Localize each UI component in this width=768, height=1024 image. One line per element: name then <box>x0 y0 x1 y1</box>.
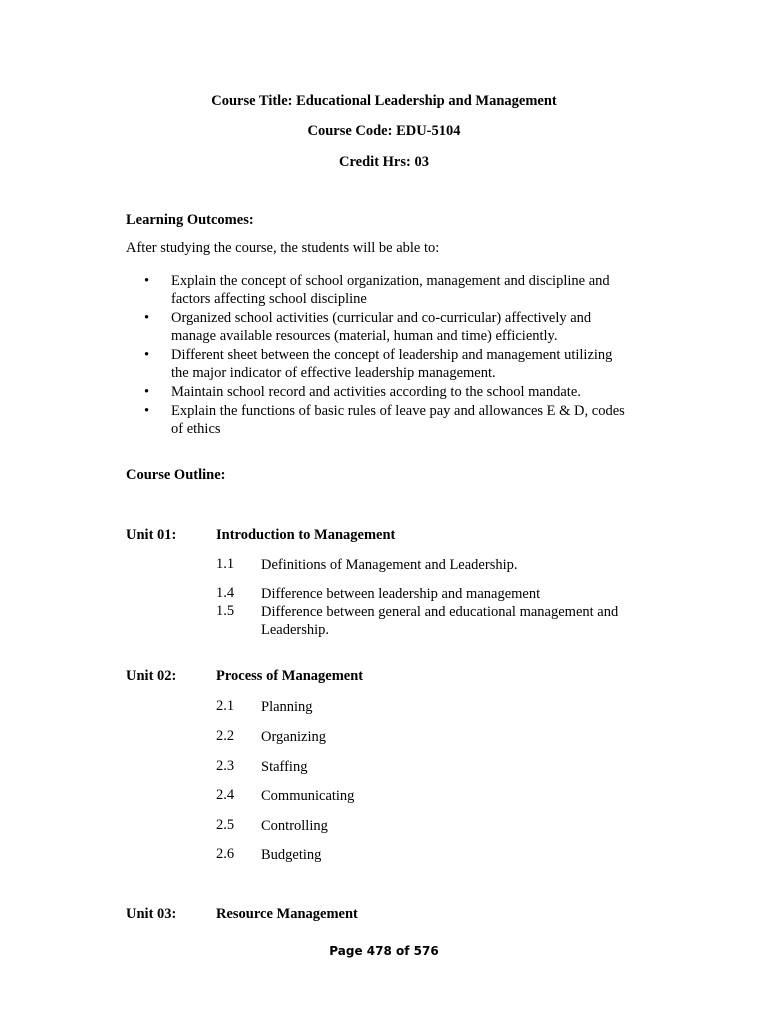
unit-title: Introduction to Management <box>216 527 396 543</box>
topic-number: 2.4 <box>216 787 235 803</box>
bullet-icon: • <box>144 403 150 419</box>
unit-label: Unit 03: <box>126 906 177 922</box>
topic-number: 2.2 <box>216 728 235 744</box>
topic-number: 1.1 <box>216 556 235 572</box>
topic-number: 2.1 <box>216 698 235 714</box>
list-item-text: Different sheet between the concept of leadership and management utilizing the major indicator of effective leadership management. <box>171 347 613 381</box>
topic-number: 1.4 <box>216 585 235 601</box>
bullet-icon: • <box>144 273 150 289</box>
course-code: Course Code: EDU-5104 <box>307 123 461 139</box>
list-item-text: Maintain school record and activities according to the school mandate. <box>171 384 581 400</box>
topic-text: Communicating <box>261 788 355 804</box>
list-item-text: Explain the concept of school organization, management and discipline and factors affecting school discipline <box>171 273 610 307</box>
topic-text: Organizing <box>261 729 326 745</box>
learning-outcomes-heading: Learning Outcomes: <box>126 212 254 228</box>
page-number: Page 478 of 576 <box>329 944 439 958</box>
unit-title: Resource Management <box>216 906 358 922</box>
topic-text: Difference between general and educational management and Leadership. <box>261 604 619 638</box>
topic-text: Definitions of Management and Leadership. <box>261 557 518 573</box>
list-item <box>126 402 626 438</box>
list-item <box>126 383 626 401</box>
bullet-icon: • <box>144 310 150 326</box>
unit-label: Unit 02: <box>126 668 177 684</box>
list-item <box>126 272 626 308</box>
list-item-text: Explain the functions of basic rules of leave pay and allowances E & D, codes of ethics <box>171 403 625 437</box>
course-outline-heading: Course Outline: <box>126 467 226 483</box>
topic-number: 2.3 <box>216 758 235 774</box>
topic-text: Controlling <box>261 818 328 834</box>
list-item-text: Organized school activities (curricular and co-curricular) affectively and manage available resources (material, human and time) efficiently. <box>171 310 592 344</box>
topic-number: 2.6 <box>216 846 235 862</box>
topic-text: Difference between leadership and management <box>261 586 541 602</box>
bullet-icon: • <box>144 384 150 400</box>
topic-number: 1.5 <box>216 603 235 619</box>
topic-text: Budgeting <box>261 847 322 863</box>
list-item <box>126 346 626 382</box>
unit-label: Unit 01: <box>126 527 177 543</box>
list-item <box>126 309 626 345</box>
credit-hours: Credit Hrs: 03 <box>339 154 429 170</box>
topic-number: 2.5 <box>216 817 235 833</box>
topic-text: Staffing <box>261 759 308 775</box>
bullet-icon: • <box>144 347 150 363</box>
course-title: Course Title: Educational Leadership and Management <box>211 93 557 109</box>
topic-text: Planning <box>261 699 313 715</box>
learning-outcomes-list <box>126 272 626 439</box>
unit-title: Process of Management <box>216 668 364 684</box>
learning-outcomes-intro: After studying the course, the students will be able to: <box>126 240 440 256</box>
